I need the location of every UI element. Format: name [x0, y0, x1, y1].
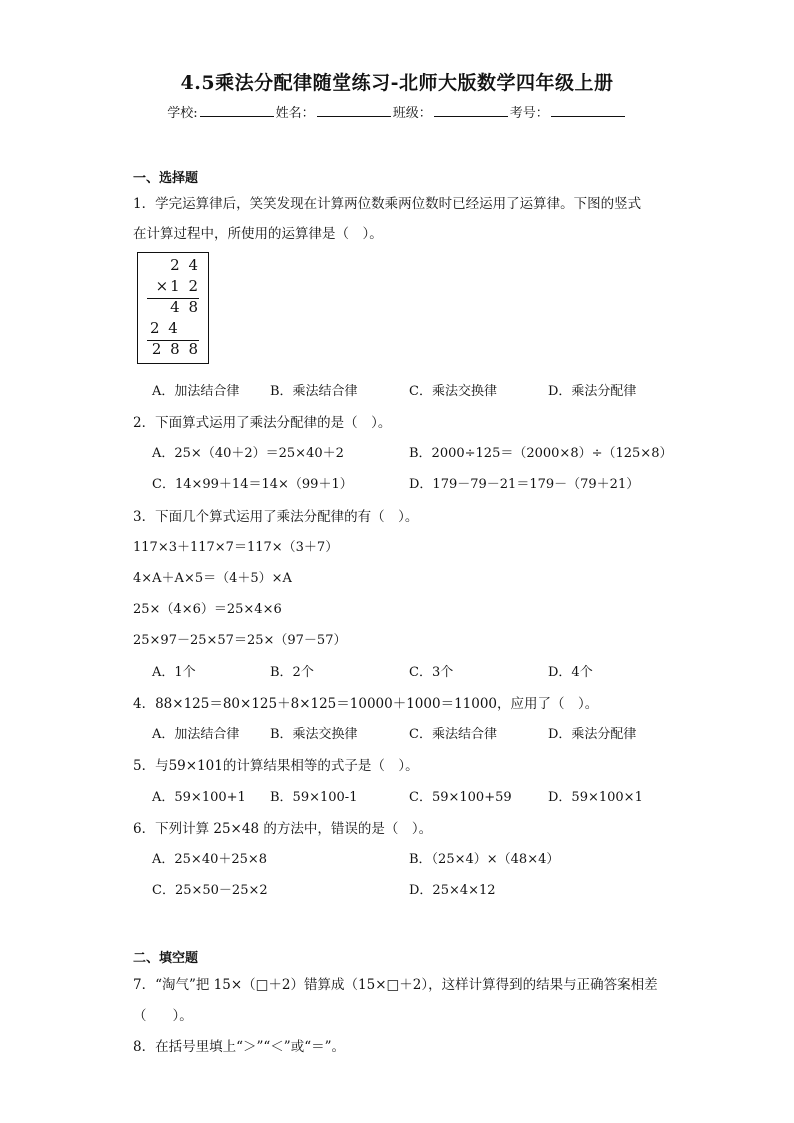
- q2-option-d[interactable]: D．179－79－21＝179－（79＋21）: [409, 477, 640, 492]
- q6-stem: 6．下列计算 25×48 的方法中，错误的是（ ）。: [133, 821, 433, 837]
- q7-close-paren: ）。: [172, 1008, 193, 1024]
- section-heading-choice: 一、选择题: [133, 171, 199, 186]
- q6-option-c[interactable]: C．25×50－25×2: [152, 883, 268, 898]
- q7-stem-line2: [133, 1004, 193, 1024]
- exam-no-label: 考号：: [509, 106, 549, 121]
- q3-expr-4: 25×97－25×57＝25×（97－57）: [133, 633, 347, 648]
- class-label: 班级：: [392, 106, 432, 121]
- school-label: 学校:: [167, 106, 198, 121]
- page-title: 4.5乘法分配律随堂练习-北师大版数学四年级上册: [180, 72, 614, 94]
- q3-expr-1: 117×3＋117×7＝117×（3＋7）: [133, 540, 339, 555]
- q6-option-b[interactable]: B．（25×4）×（48×4）: [409, 852, 560, 867]
- q4-option-d[interactable]: D．乘法分配律: [548, 727, 637, 742]
- q2-stem: 2．下面算式运用了乘法分配律的是（ ）。: [133, 415, 392, 431]
- q3-expr-3: 25×（4×6）＝25×4×6: [133, 602, 282, 617]
- q7-stem-line1: 7．“淘气”把 15×（□＋2）错算成（15×□＋2），这样计算得到的结果与正确答案相差: [133, 977, 658, 993]
- calc-multiplicand: 2 4: [170, 256, 200, 274]
- q2-option-b[interactable]: B．2000÷125＝（2000×8）÷（125×8）: [409, 446, 673, 461]
- calc-partial-1: 4 8: [170, 298, 200, 316]
- section-heading-fill-in: 二、填空题: [133, 951, 199, 966]
- class-blank: [434, 104, 508, 117]
- q3-option-c[interactable]: C．3个: [409, 665, 454, 680]
- q1-option-a[interactable]: A．加法结合律: [152, 384, 240, 399]
- q2-option-c[interactable]: C．14×99＋14＝14×（99＋1）: [152, 477, 353, 492]
- q4-option-c[interactable]: C．乘法结合律: [409, 727, 497, 742]
- q2-option-a[interactable]: A．25×（40＋2）＝25×40＋2: [152, 446, 344, 461]
- exam-no-blank: [551, 104, 625, 117]
- school-blank: [200, 104, 274, 117]
- q3-expr-2: 4×A＋A×5＝（4＋5）×A: [133, 571, 292, 586]
- q7-open-paren: （: [133, 1008, 147, 1024]
- q6-option-d[interactable]: D．25×4×12: [409, 883, 496, 898]
- q4-option-a[interactable]: A．加法结合律: [152, 727, 240, 742]
- q3-stem: 3．下面几个算式运用了乘法分配律的有（ ）。: [133, 509, 419, 525]
- q3-option-d[interactable]: D．4个: [548, 665, 593, 680]
- calc-multiplier: ×1 2: [155, 277, 200, 295]
- calc-product: 2 8 8: [151, 340, 200, 358]
- q5-option-a[interactable]: A．59×100+1: [152, 790, 246, 805]
- name-blank: [317, 104, 391, 117]
- q4-stem: 4．88×125＝80×125＋8×125＝10000＋1000＝11000，应用了（ ）。: [133, 696, 599, 712]
- vertical-multiplication-figure: [137, 252, 209, 364]
- q8-stem: 8．在括号里填上“＞”“＜”或“＝”。: [133, 1039, 345, 1055]
- q5-option-b[interactable]: B．59×100-1: [270, 790, 358, 805]
- q5-option-c[interactable]: C．59×100+59: [409, 790, 512, 805]
- q3-option-b[interactable]: B．2个: [270, 665, 314, 680]
- q5-option-d[interactable]: D．59×100×1: [548, 790, 643, 805]
- student-info-line: [0, 102, 794, 121]
- q4-option-b[interactable]: B．乘法交换律: [270, 727, 358, 742]
- q1-option-c[interactable]: C．乘法交换律: [409, 384, 497, 399]
- q1-option-d[interactable]: D．乘法分配律: [548, 384, 637, 399]
- name-label: 姓名：: [275, 106, 315, 121]
- q1-option-b[interactable]: B．乘法结合律: [270, 384, 358, 399]
- calc-partial-2: 2 4: [150, 319, 180, 337]
- q1-stem-line2: 在计算过程中，所使用的运算律是（ ）。: [133, 226, 383, 242]
- q1-stem-line1: 1．学完运算律后，笑笑发现在计算两位数乘两位数时已经运用了运算律。下图的竖式: [133, 196, 642, 212]
- q3-option-a[interactable]: A．1个: [152, 665, 196, 680]
- q6-option-a[interactable]: A．25×40＋25×8: [152, 852, 268, 867]
- q5-stem: 5．与59×101的计算结果相等的式子是（ ）。: [133, 758, 419, 774]
